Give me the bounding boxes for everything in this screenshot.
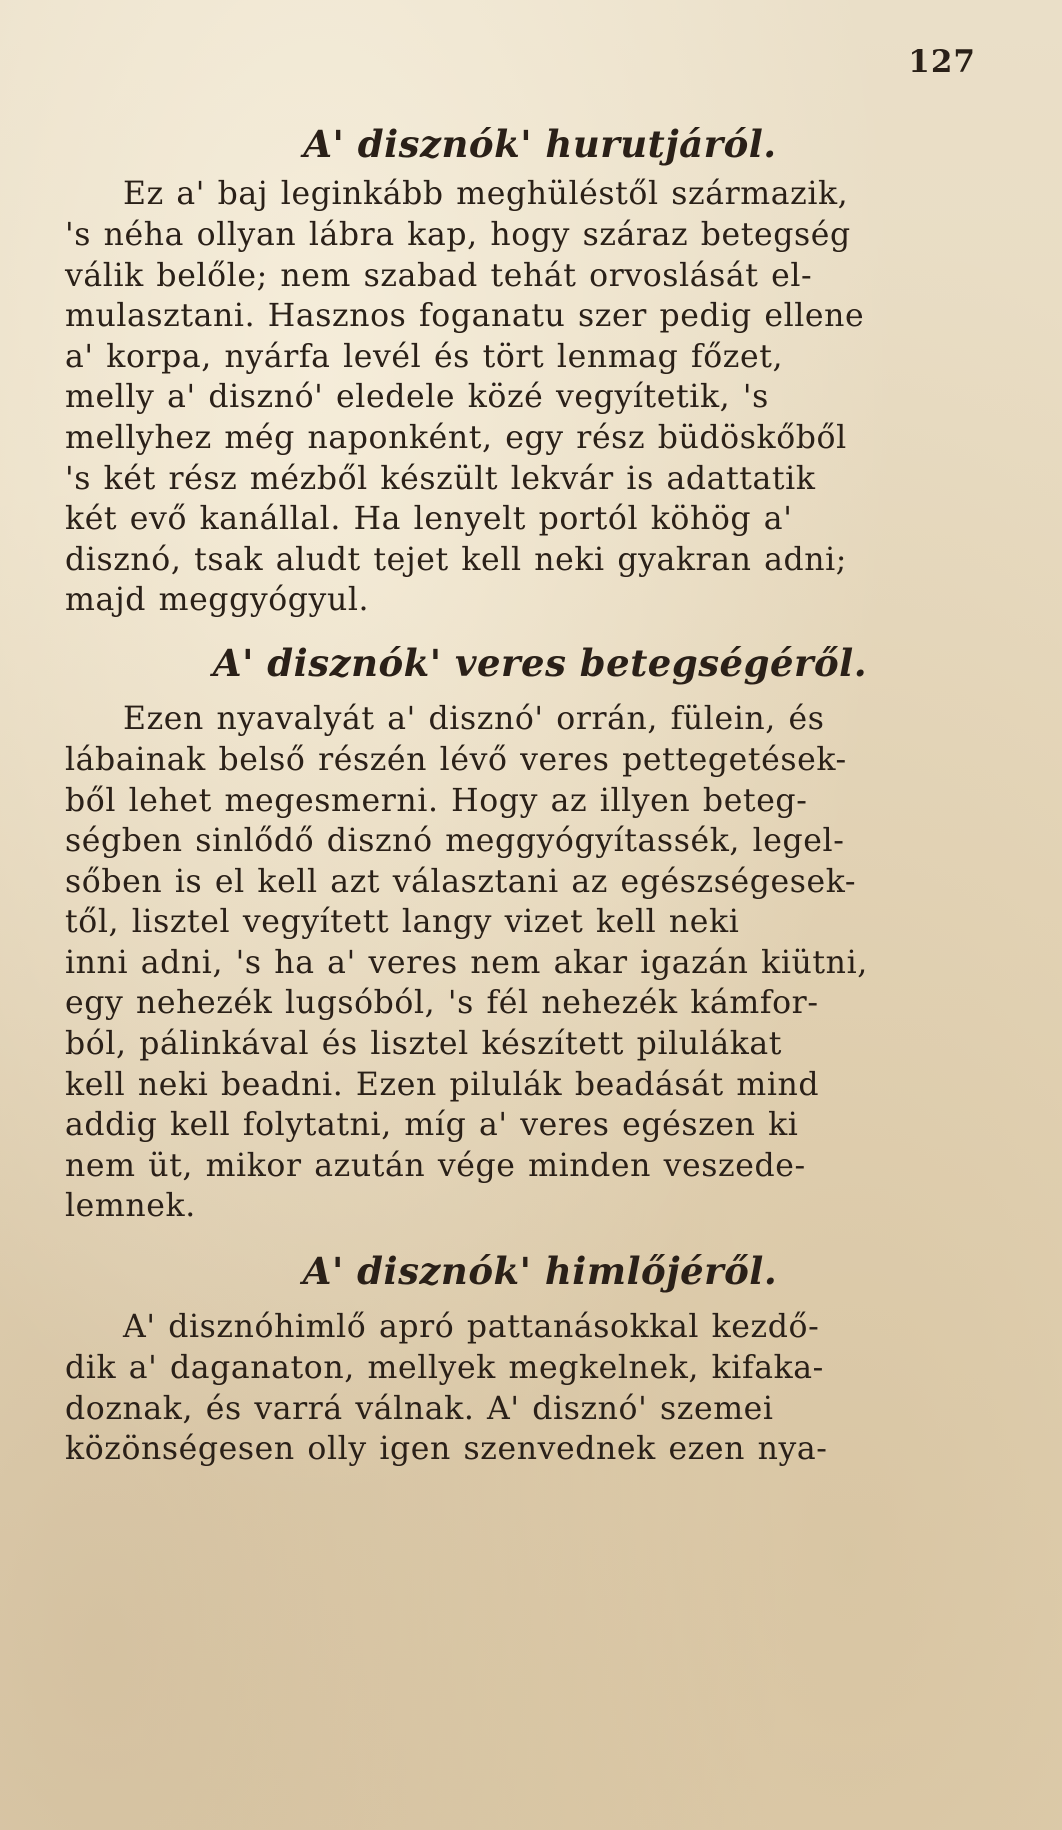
text-line: ból, pálinkával és lisztel készített pilulákat [65,1026,783,1063]
text-line: 's néha ollyan lábra kap, hogy száraz betegség [65,216,851,253]
text-line: Ezen nyavalyát a' disznó' orrán, fülein, és [123,701,825,738]
text-line: 's két rész mézből készült lekvár is adattatik [65,460,816,497]
text-line: melly a' disznó' eledele közé vegyítetik, 's [65,379,769,416]
section-body-cough [65,174,1015,621]
section-heading-cough: A' disznók' hurutjáról. [303,122,777,166]
text-line: kell neki beadni. Ezen pilulák beadását mind [65,1066,820,1103]
text-line: ből lehet megesmerni. Hogy az illyen beteg- [65,782,808,819]
text-line: válik belőle; nem szabad tehát orvoslását el- [65,257,813,294]
text-line: Ez a' baj leginkább meghüléstől származik, [123,176,849,213]
section-heading-red-disease: A' disznók' veres betegségéről. [212,640,868,685]
text-line: majd meggyógyul. [65,582,370,619]
section-body-smallpox [65,1307,1015,1469]
text-line: nem üt, mikor azután vége minden veszede- [65,1147,806,1184]
section-heading-smallpox: A' disznók' himlőjéről. [302,1249,778,1294]
text-line: disznó, tsak aludt tejet kell neki gyakran adni; [65,541,848,578]
text-line: A' disznóhimlő apró pattanásokkal kezdő- [123,1309,820,1346]
text-line: sőben is el kell azt választani az egészségesek- [65,863,857,900]
text-line: mellyhez még naponként, egy rész büdöskőből [65,419,847,456]
text-line: mulasztani. Hasznos foganatu szer pedig ellene [65,298,865,335]
text-line: egy nehezék lugsóból, 's fél nehezék kámfor- [65,985,819,1022]
text-line: inni adni, 's ha a' veres nem akar igazán kiütni, [65,944,868,981]
text-line: doznak, és varrá válnak. A' disznó' szemei [65,1390,774,1427]
text-line: addig kell folytatni, míg a' veres egészen ki [65,1107,799,1144]
page-number: 127 [908,44,976,80]
text-line: két evő kanállal. Ha lenyelt portól köhög a' [65,501,793,538]
page-content [65,122,1015,1470]
text-line: dik a' daganaton, mellyek megkelnek, kifaka- [65,1350,824,1387]
text-line: lábainak belső részén lévő veres pettegetések- [65,741,847,778]
text-line: a' korpa, nyárfa levél és tört lenmag főzet, [65,338,784,375]
text-line: től, lisztel vegyített langy vizet kell neki [65,904,740,941]
section-body-red-disease [65,699,1015,1227]
text-line: közönségesen olly igen szenvednek ezen nya- [65,1431,828,1468]
text-line: ségben sinlődő disznó meggyógyítassék, legel- [65,823,845,860]
text-line: lemnek. [65,1188,196,1225]
